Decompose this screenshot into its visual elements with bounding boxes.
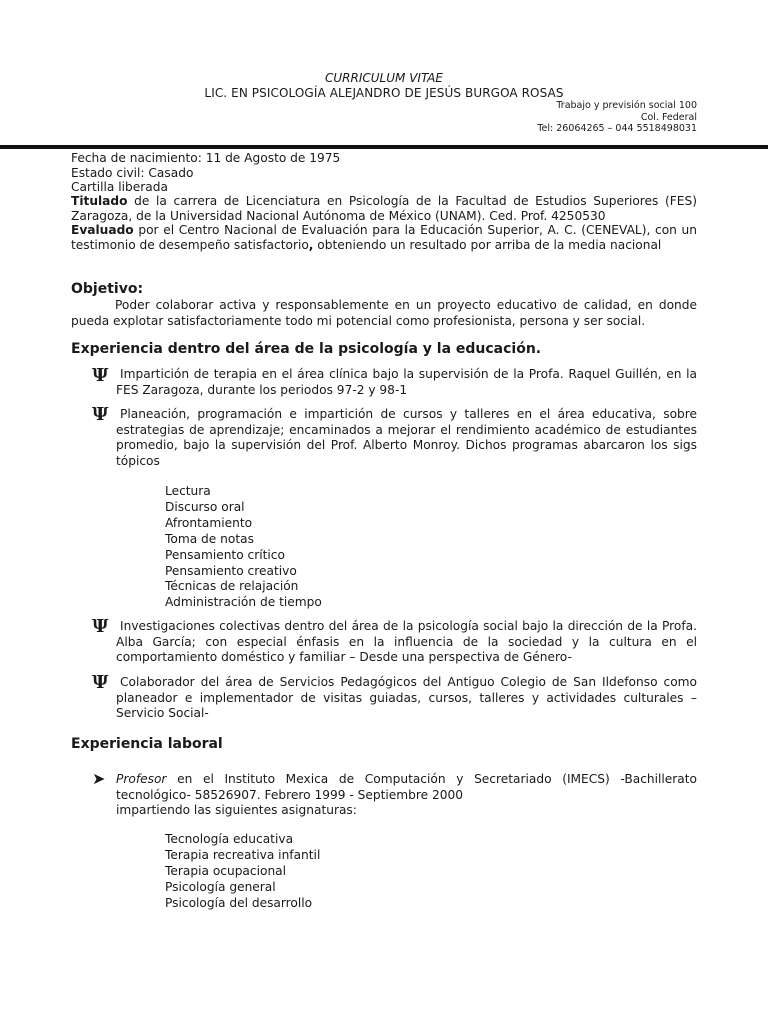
personal-info (71, 151, 697, 195)
cv-name-heading: LIC. EN PSICOLOGÍA ALEJANDRO DE JESÚS BURGOA ROSAS (204, 86, 564, 100)
experience-item-text: Planeación, programación e impartición de cursos y talleres en el área educativa, sobre estrategias de aprendizaje; encaminados a mejorar el rendimiento académico de estudiantes promedio, bajo la supervisión del Prof. Alberto Monroy. Dichos programas abarcaron los sigs tópicos (116, 407, 697, 468)
psi-icon: Ψ (92, 365, 109, 386)
list-item: Psicología general (165, 879, 276, 894)
job-description: en el Instituto Mexica de Computación y Secretariado (IMECS) -Bachillerato tecnológico- 58526907. Febrero 1999 - Septiembre 2000 (116, 772, 697, 802)
work-experience-heading: Experiencia laboral (71, 736, 223, 752)
experience-item-text: Impartición de terapia en el área clínica bajo la supervisión de la Profa. Raquel Guillén, en la FES Zaragoza, durante los periodos 97-2 y 98-1 (116, 367, 697, 397)
list-item: Terapia recreativa infantil (165, 847, 321, 862)
subjects-intro: impartiendo las siguientes asignaturas: (116, 803, 357, 817)
evaluado-text-2: obteniendo un resultado por arriba de la media nacional (313, 237, 662, 252)
evaluado-label: Evaluado (71, 223, 134, 237)
header-divider (0, 145, 768, 149)
job-role: Profesor (116, 772, 167, 786)
experience-item-text: Colaborador del área de Servicios Pedagógicos del Antiguo Colegio de San Ildefonso como planeador e implementador de visitas guiadas, cursos, talleres y actividades culturales – Servicio Social- (116, 675, 697, 720)
titulado-text: de la carrera de Licenciatura en Psicología de la Facultad de Estudios Superiores (FES) Zaragoza, de la Universidad Nacional Autónoma de México (UNAM). Ced. Prof. 4250530 (71, 194, 697, 223)
evaluado-text-1: por el Centro Nacional de Evaluación para la Educación Superior, A. C. (CENEVAL), con un testimonio de desempeño satisfactorio (71, 223, 697, 252)
degree-paragraph (71, 194, 697, 223)
psi-icon: Ψ (92, 672, 109, 693)
cv-title: CURRICULUM VITAE (325, 71, 443, 85)
address-colony: Col. Federal (640, 112, 697, 123)
list-item: Técnicas de relajación (165, 579, 299, 594)
list-item: Tecnología educativa (165, 832, 294, 846)
list-item: Lectura (165, 484, 211, 498)
military-card: Cartilla liberada (71, 180, 168, 194)
evaluation-paragraph (71, 223, 697, 252)
list-item: Discurso oral (165, 499, 245, 514)
psi-icon: Ψ (92, 616, 109, 637)
list-item: Administración de tiempo (165, 595, 322, 610)
objective-text (71, 297, 697, 329)
list-item: Psicología del desarrollo (165, 895, 313, 910)
list-item: Afrontamiento (165, 515, 253, 530)
job-entry (116, 772, 697, 803)
psychology-experience-heading: Experiencia dentro del área de la psicología y la educación. (71, 341, 542, 357)
titulado-label: Titulado (71, 194, 128, 208)
list-item: Terapia ocupacional (165, 863, 287, 878)
experience-item (116, 619, 697, 666)
evaluado-comma: , (308, 237, 314, 252)
experience-item (116, 675, 697, 722)
list-item: Pensamiento crítico (165, 547, 285, 562)
arrow-bullet-icon: ➤ (92, 769, 106, 788)
objective-heading: Objetivo: (71, 281, 144, 297)
objective-body: Poder colaborar activa y responsablemente en un proyecto educativo de calidad, en donde pueda explotar satisfactoriamente todo mi potencial como profesionista, persona y ser social. (71, 298, 697, 328)
topics-list (165, 484, 322, 611)
psi-icon: Ψ (92, 404, 109, 425)
list-item: Pensamiento creativo (165, 563, 297, 578)
experience-item (116, 407, 697, 469)
address-street: Trabajo y previsión social 100 (556, 100, 697, 111)
experience-item (116, 367, 697, 398)
list-item: Toma de notas (165, 531, 254, 546)
civil-status: Estado civil: Casado (71, 165, 194, 180)
subjects-list (165, 832, 320, 912)
birth-date: Fecha de nacimiento: 11 de Agosto de 1975 (71, 151, 341, 165)
experience-item-text: Investigaciones colectivas dentro del área de la psicología social bajo la dirección de la Profa. Alba García; con especial énfasis en la influencia de la sociedad y la cultura en el comportamiento doméstico y familiar – Desde una perspectiva de Género- (116, 619, 697, 664)
phone-numbers: Tel: 26064265 – 044 5518498031 (537, 123, 697, 134)
